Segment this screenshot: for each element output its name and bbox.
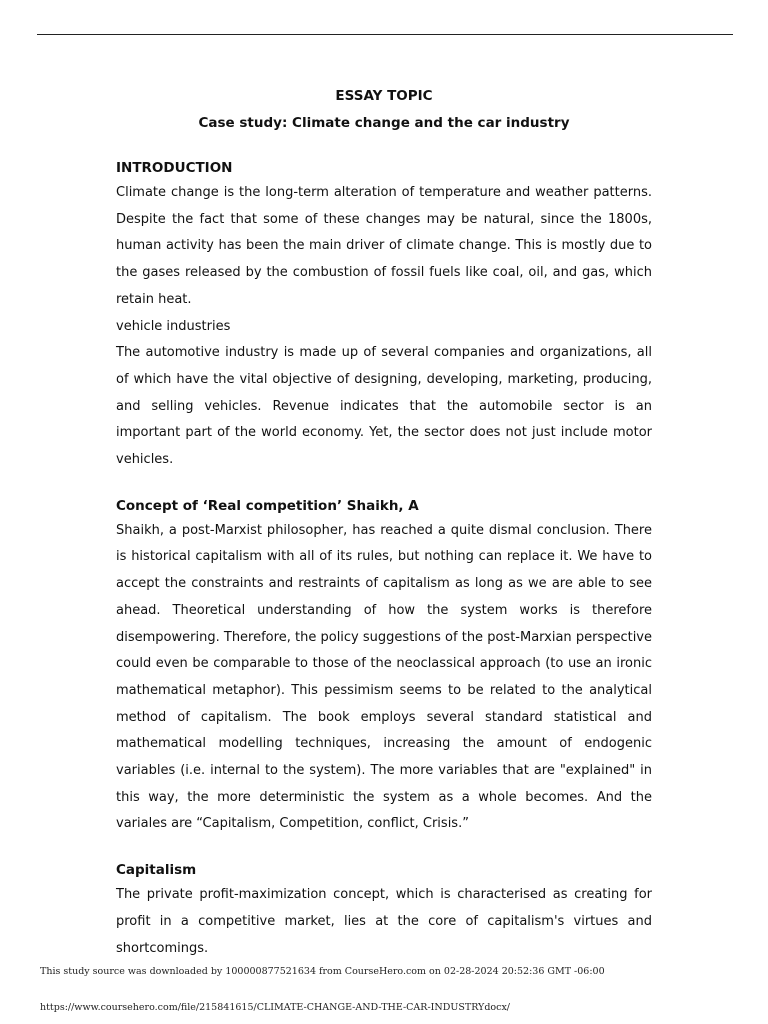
essay-title: Case study: Climate change and the car industry: [198, 115, 570, 131]
essay-topic-label: ESSAY TOPIC: [335, 88, 433, 104]
document-body: [116, 86, 652, 962]
capitalism-paragraph: The private profit-maximization concept, which is characterised as creating for profit in a competitive market, lies at the core of capitalism's virtues and shortcomings.: [116, 887, 652, 956]
download-source-note: This study source was downloaded by 100000877521634 from CourseHero.com on 02-28-2024 20:52:36 GMT -06:00: [40, 966, 605, 977]
vehicle-industries-subheading: vehicle industries: [116, 318, 231, 334]
real-competition-paragraph: Shaikh, a post-Marxist philosopher, has reached a quite dismal conclusion. There is historical capitalism with all of its rules, but nothing can replace it. We have to accept the constraints and restraints of capitalism as long as we are able to see ahead. Theoretical understanding of how the system works is therefore disempowering. Therefore, the policy suggestions of the post-Marxian perspective could even be comparable to those of the neoclassical approach (to use an ironic mathematical metaphor). This pessimism seems to be related to the analytical method of capitalism. The book employs several standard statistical and mathematical modelling techniques, increasing the amount of endogenic variables (i.e. internal to the system). The more variables that are "explained" in this way, the more deterministic the system as a whole becomes. And the variales are “Capitalism, Competition, conflict, Crisis.”: [116, 522, 652, 832]
introduction-paragraph: Climate change is the long-term alteration of temperature and weather patterns. Despite the fact that some of these changes may be natural, since the 1800s, human activity has been the main driver of climate change. This is mostly due to the gases released by the combustion of fossil fuels like coal, oil, and gas, which retain heat.: [116, 185, 652, 307]
capitalism-heading: Capitalism: [116, 862, 197, 879]
real-competition-heading: Concept of ‘Real competition’ Shaikh, A: [116, 497, 419, 514]
automotive-paragraph: The automotive industry is made up of several companies and organizations, all of which have the vital objective of designing, developing, marketing, producing, and selling vehicles. Revenue indicates that the automobile sector is an important part of the world economy. Yet, the sector does not just include motor vehicles.: [116, 345, 652, 468]
top-rule: [37, 34, 733, 35]
introduction-heading: INTRODUCTION: [116, 160, 233, 176]
source-url[interactable]: https://www.coursehero.com/file/215841615/CLIMATE-CHANGE-AND-THE-CAR-INDUSTRYdocx/: [40, 1002, 511, 1013]
